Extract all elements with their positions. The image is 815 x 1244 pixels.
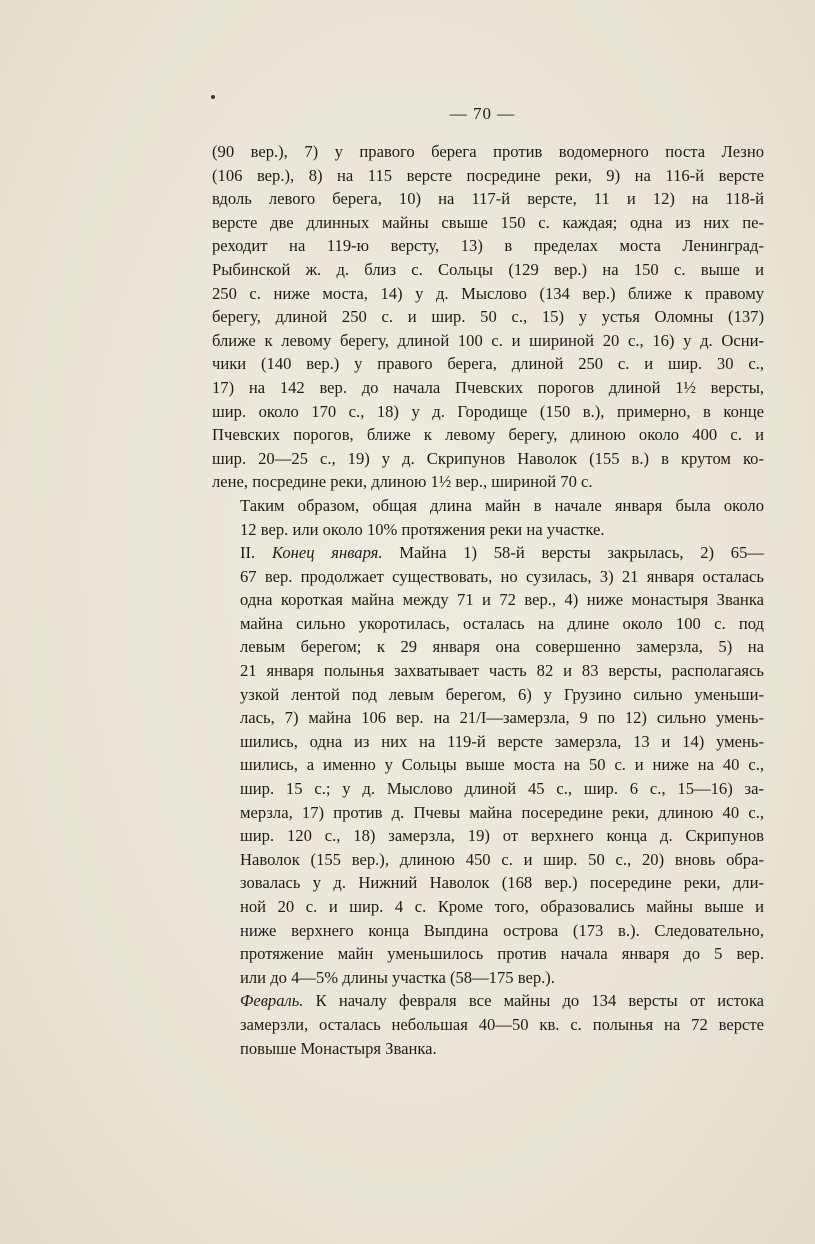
text-line: лене, посредине реки, длиною 1½ вер., шириной 70 с. — [212, 472, 593, 492]
text-line: вдоль левого берега, 10) на 117-й версте, 11 и 12) на 118-й — [212, 189, 764, 209]
text-line: зовалась у д. Нижний Наволок (168 вер.) посередине реки, дли- — [240, 873, 764, 893]
text-line: берегу, длиной 250 с. и шир. 50 с., 15) у устья Оломны (137) — [212, 307, 764, 327]
text-line: или до 4—5% длины участка (58—175 вер.). — [240, 967, 555, 987]
text-line: ной 20 с. и шир. 4 с. Кроме того, образовались майны выше и — [240, 897, 764, 916]
text-line: (90 вер.), 7) у правого берега против водомерного поста Лезно — [212, 142, 764, 161]
section-heading: Конец января. — [271, 543, 383, 563]
text-line: повыше Монастыря Званка. — [240, 1038, 437, 1058]
text-line: 12 вер. или около 10% протяжения реки на участке. — [240, 519, 605, 539]
text-line: шир. около 170 с., 18) у д. Городище (150 в.), примерно, в конце — [212, 401, 764, 421]
paragraph-2 — [212, 494, 764, 541]
text-line: шир. 15 с.; у д. Мыслово длиной 45 с., шир. 6 с., 15—16) за- — [240, 779, 764, 799]
text-line: Наволок (155 вер.), длиною 450 с. и шир. 50 с., 20) вновь обра- — [240, 849, 764, 869]
text-line: шир. 20—25 с., 19) у д. Скрипунов Наволок (155 в.) в крутом ко- — [212, 448, 764, 468]
ink-speck — [211, 95, 215, 99]
text-line: шились, а именно у Сольцы выше моста на 50 с. и ниже на 40 с., — [240, 755, 764, 775]
text-line: версте две длинных майны свыше 150 с. каждая; одна из них пе- — [212, 212, 764, 232]
text-line: лась, 7) майна 106 вер. на 21/I—замерзла, 9 по 12) сильно умень- — [240, 708, 764, 728]
page-number: — 70 — — [449, 104, 516, 123]
paragraph-4-february — [212, 989, 764, 1060]
text-line: одна короткая майна между 71 и 72 вер., 4) ниже монастыря Званка — [240, 590, 764, 610]
text-line: Рыбинской ж. д. близ с. Сольцы (129 вер.) на 150 с. выше и — [212, 259, 764, 279]
text-line: II. Конец января. Майна 1) 58-й версты закрылась, 2) 65— — [240, 543, 764, 563]
text-line: мерзла, 17) против д. Пчевы майна посередине реки, длиною 40 с., — [240, 802, 764, 822]
text-line: шир. 120 с., 18) замерзла, 19) от верхнего конца д. Скрипунов — [240, 826, 764, 846]
text-line: 21 января полынья захватывает часть 82 и 83 версты, располагаясь — [240, 661, 764, 681]
text-line: чики (140 вер.) у правого берега, длиной 250 с. и шир. 30 с., — [212, 354, 764, 374]
paragraph-3-end-of-january — [212, 541, 764, 989]
text-line: 67 вер. продолжает существовать, но сузилась, 3) 21 января осталась — [240, 566, 764, 586]
section-numeral: II. — [240, 543, 272, 563]
text-line: узкой лентой под левым берегом, 6) у Грузино сильно уменьши- — [240, 684, 764, 704]
text-line: 250 с. ниже моста, 14) у д. Мыслово (134 вер.) ближе к правому — [212, 283, 764, 303]
text-line: шились, одна из них на 119-й версте замерзла, 13 и 14) умень- — [240, 731, 764, 751]
text-line: 17) на 142 вер. до начала Пчевских порогов длиной 1½ версты, — [212, 377, 764, 397]
text-line: майна сильно укоротилась, осталась на длине около 100 с. под — [240, 613, 764, 633]
text-line: Февраль. К началу февраля все майны до 134 версты от истока — [240, 991, 764, 1011]
text-line: реходит на 119-ю версту, 13) в пределах моста Ленинград- — [212, 236, 764, 256]
text-line: ниже верхнего конца Выпдина острова (173 в.). Следовательно, — [240, 920, 764, 940]
text-line: (106 вер.), 8) на 115 версте посредине реки, 9) на 116-й версте — [212, 165, 764, 185]
text-line: замерзли, осталась небольшая 40—50 кв. с. полынья на 72 версте — [240, 1014, 764, 1034]
text-line: левым берегом; к 29 января она совершенно замерзла, 5) на — [240, 637, 764, 657]
text-line: Пчевских порогов, ближе к левому берегу, длиною около 400 с. и — [212, 425, 764, 445]
body-text — [212, 140, 764, 1060]
section-heading: Февраль. — [240, 991, 304, 1011]
text-line: протяжение майн уменьшилось против начала января до 5 вер. — [240, 944, 764, 964]
paragraph-1 — [212, 140, 764, 494]
text-line: ближе к левому берегу, длиной 100 с. и шириной 20 с., 16) у д. Осни- — [212, 330, 764, 350]
text-line: Таким образом, общая длина майн в начале января была около — [240, 495, 764, 515]
